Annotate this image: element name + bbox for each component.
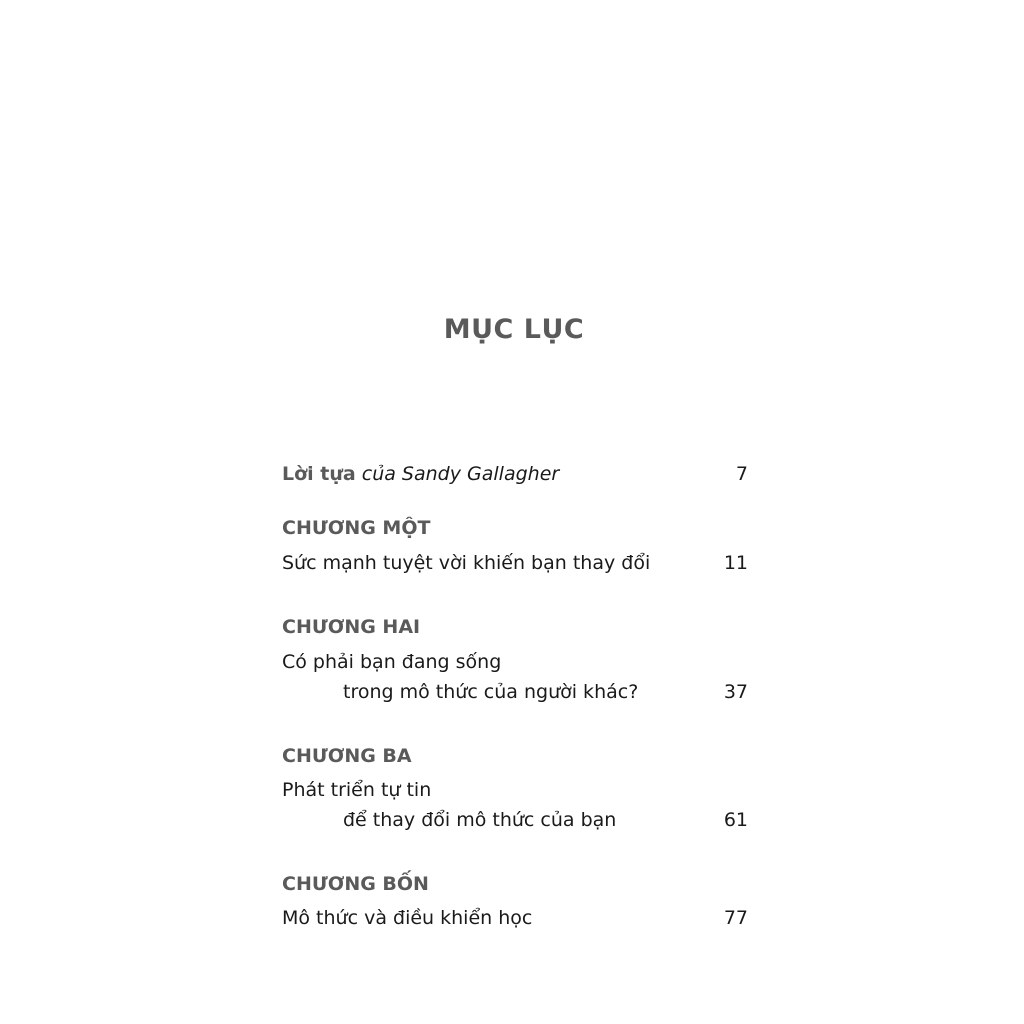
preface-author: của Sandy Gallagher (361, 463, 560, 485)
chapter-heading-2: CHƯƠNG HAI (282, 616, 421, 638)
page-title: MỤC LỤC (443, 314, 585, 345)
chapter-title-line: trong mô thức của người khác? (343, 681, 639, 703)
chapter-heading-1: CHƯƠNG MỘT (282, 517, 431, 539)
toc-entry-preface (282, 460, 748, 488)
page-number: 7 (735, 463, 748, 485)
page-number: 61 (723, 809, 748, 831)
chapter-title-line: Phát triển tự tin (282, 779, 432, 801)
chapter-heading-4: CHƯƠNG BỐN (282, 873, 429, 895)
page-number: 77 (723, 907, 748, 929)
toc-entry-text (282, 460, 559, 488)
chapter-title-line: Có phải bạn đang sống (282, 651, 502, 673)
toc-entry-chapter-1 (282, 549, 748, 577)
chapter-title-line: Mô thức và điều khiển học (282, 907, 533, 929)
toc-entry-chapter-3-line-2 (282, 806, 748, 834)
toc-entry-chapter-4 (282, 904, 748, 932)
toc-entry-chapter-3-line-1 (282, 776, 748, 804)
toc-entry-chapter-2-line-1 (282, 648, 748, 676)
chapter-heading-3: CHƯƠNG BA (282, 745, 412, 767)
chapter-title-line: Sức mạnh tuyệt vời khiến bạn thay đổi (282, 552, 651, 574)
page-number: 11 (723, 552, 748, 574)
page-number: 37 (723, 681, 748, 703)
preface-label: Lời tựa (282, 463, 356, 485)
toc-entry-chapter-2-line-2 (282, 678, 748, 706)
chapter-title-line: để thay đổi mô thức của bạn (343, 809, 617, 831)
